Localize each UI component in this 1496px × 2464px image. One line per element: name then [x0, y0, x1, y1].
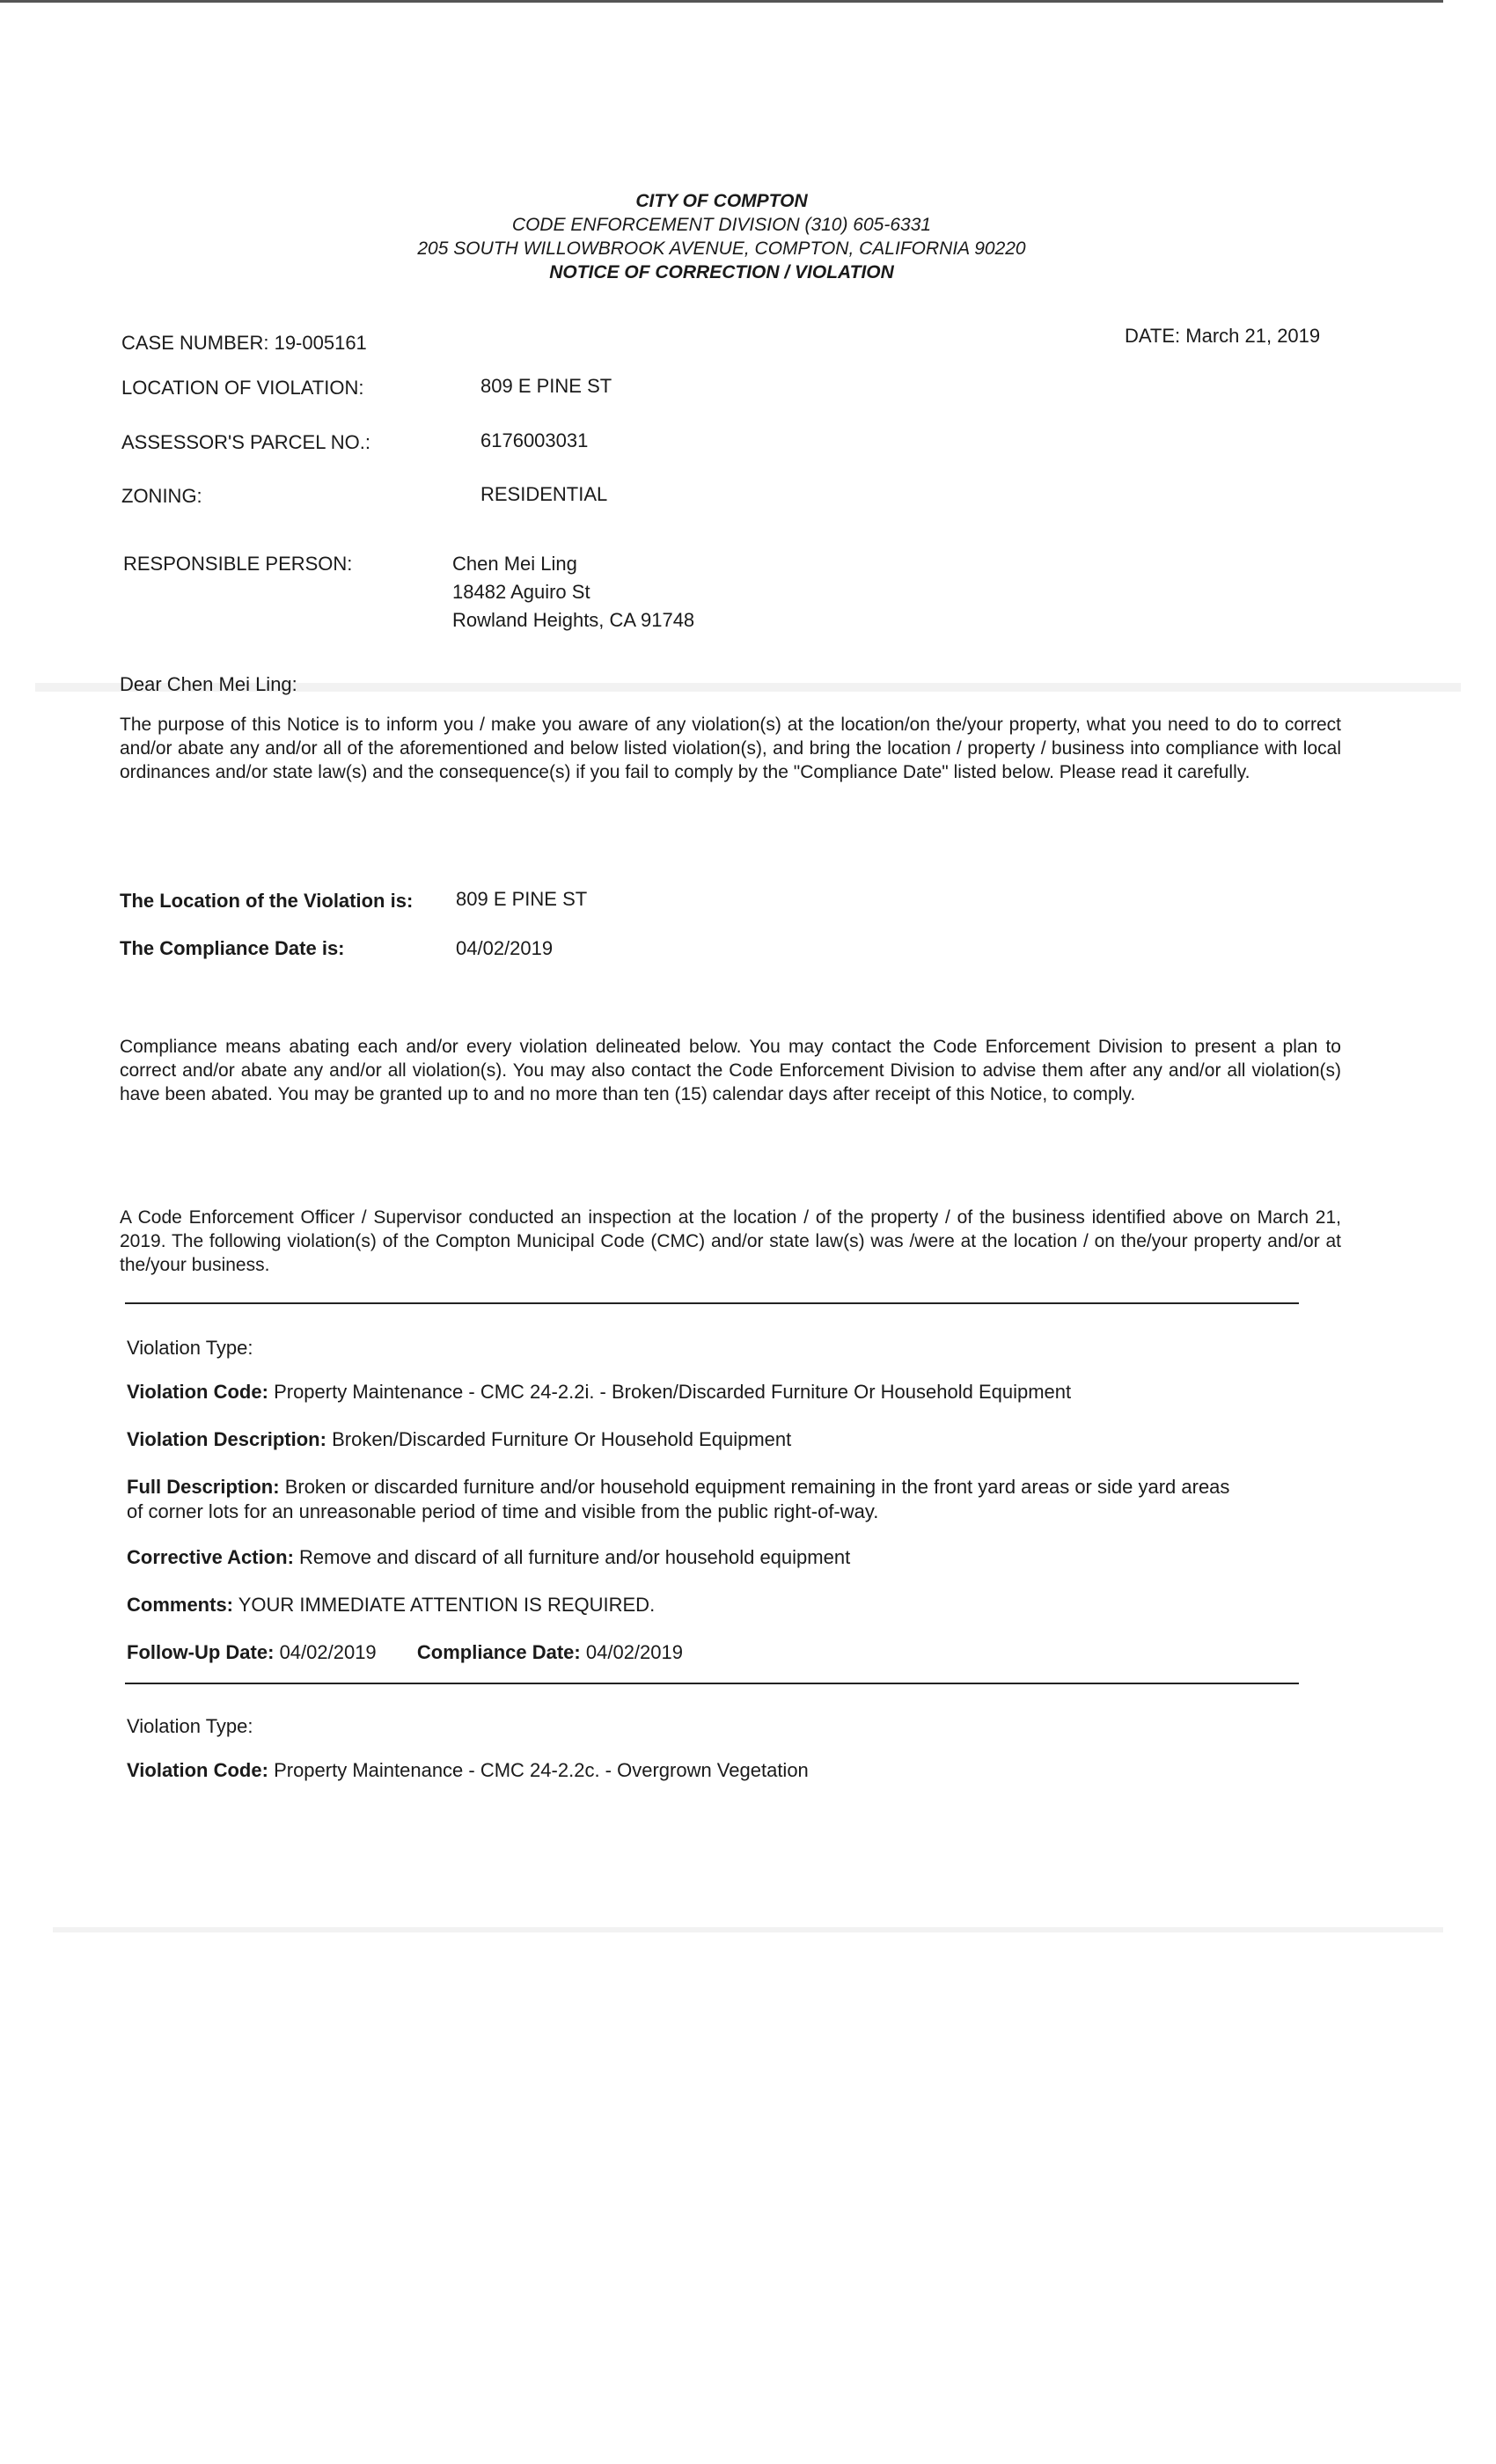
full-description-value-line-2: of corner lots for an unreasonable period of time and visible from the public right-of-way. [127, 1500, 879, 1522]
comments-label: Comments: [127, 1594, 234, 1616]
compliance-date-value: 04/02/2019 [456, 937, 554, 959]
responsible-city: Rowland Heights, CA 91748 [452, 609, 695, 631]
responsible-label: RESPONSIBLE PERSON: [123, 553, 353, 575]
violation-1-comments [127, 1593, 1297, 1617]
notice-date: DATE: March 21, 2019 [1125, 325, 1321, 347]
violation-compliance-date-value: 04/02/2019 [585, 1641, 683, 1663]
parcel-label: ASSESSOR'S PARCEL NO.: [121, 431, 370, 453]
parcel-value: 6176003031 [480, 429, 589, 451]
violation-code-value: Property Maintenance - CMC 24-2.2c. - Overgrown Vegetation [274, 1759, 809, 1781]
city-name: CITY OF COMPTON [635, 191, 808, 211]
violation-code-value: Property Maintenance - CMC 24-2.2i. - Broken/Discarded Furniture Or Household Equipment [274, 1381, 1072, 1403]
violation-compliance-date-label: Compliance Date: [416, 1641, 581, 1663]
responsible-name: Chen Mei Ling [452, 553, 577, 575]
violation-2-type-label: Violation Type: [127, 1715, 253, 1737]
full-description-value-line-1: Broken or discarded furniture and/or household equipment remaining in the front yard areas or side yard areas [284, 1476, 1230, 1498]
violation-1-corrective-action [127, 1545, 1297, 1570]
violation-1-description [127, 1427, 1297, 1452]
comments-value: YOUR IMMEDIATE ATTENTION IS REQUIRED. [238, 1594, 656, 1616]
notice-title: NOTICE OF CORRECTION / VIOLATION [549, 262, 894, 282]
inspection-paragraph: A Code Enforcement Officer / Supervisor conducted an inspection at the location / of the property / of the business identified above on March 21, 2019. The following violation(s) of the Compton Municipal Code (CMC) and/or state law(s) was /were at the location / on the/your property and/or at the/your business. [120, 1207, 1341, 1275]
responsible-street: 18482 Aguiro St [452, 581, 590, 603]
corrective-action-value: Remove and discard of all furniture and/or household equipment [299, 1546, 851, 1568]
section-divider [125, 1302, 1299, 1304]
compliance-date-label: The Compliance Date is: [120, 937, 345, 959]
division-phone: CODE ENFORCEMENT DIVISION (310) 605-6331 [511, 215, 932, 235]
salutation: Dear Chen Mei Ling: [120, 673, 297, 695]
violation-code-label: Violation Code: [127, 1381, 268, 1403]
violation-1-type-label: Violation Type: [127, 1337, 253, 1359]
full-description-label: Full Description: [127, 1476, 280, 1498]
location-label: LOCATION OF VIOLATION: [121, 377, 364, 399]
purpose-paragraph: The purpose of this Notice is to inform you / make you aware of any violation(s) at the location/on the/your property, what you need to do to correct and/or abate any and/or all of the aforementioned and below listed violation(s), and bring the location / property / business into compliance with local ordinances and/or state law(s) and the consequence(s) if you fail to comply by the "Compliance Date" listed below. Please read it carefully. [120, 715, 1341, 782]
violation-description-label: Violation Description: [127, 1428, 326, 1450]
section-divider [125, 1683, 1299, 1684]
violation-description-value: Broken/Discarded Furniture Or Household Equipment [332, 1428, 792, 1450]
zoning-value: RESIDENTIAL [480, 483, 608, 505]
violation-code-label: Violation Code: [127, 1759, 268, 1781]
violation-2-code [127, 1758, 1297, 1783]
zoning-label: ZONING: [121, 485, 202, 507]
followup-date-value: 04/02/2019 [279, 1641, 377, 1663]
location-value: 809 E PINE ST [480, 375, 612, 397]
corrective-action-label: Corrective Action: [127, 1546, 294, 1568]
case-number: CASE NUMBER: 19-005161 [121, 332, 367, 354]
violation-1-full-description [127, 1475, 1297, 1524]
compliance-paragraph: Compliance means abating each and/or every violation delineated below. You may contact the Code Enforcement Division to present a plan to correct and/or abate any and/or all violation(s). You may also contact the Code Enforcement Division to advise them after any and/or all violation(s) have been abated. You may be granted up to and no more than ten (15) calendar days after receipt of this Notice, to comply. [120, 1037, 1341, 1104]
violation-1-dates [127, 1640, 1297, 1665]
scan-streak [53, 1927, 1443, 1932]
violation-location-label: The Location of the Violation is: [120, 890, 414, 912]
followup-date-label: Follow-Up Date: [127, 1641, 275, 1663]
division-address: 205 SOUTH WILLOWBROOK AVENUE, COMPTON, CALIFORNIA 90220 [417, 238, 1026, 259]
violation-1-code [127, 1380, 1297, 1404]
scan-top-edge [0, 0, 1443, 3]
violation-location-value: 809 E PINE ST [456, 888, 588, 910]
